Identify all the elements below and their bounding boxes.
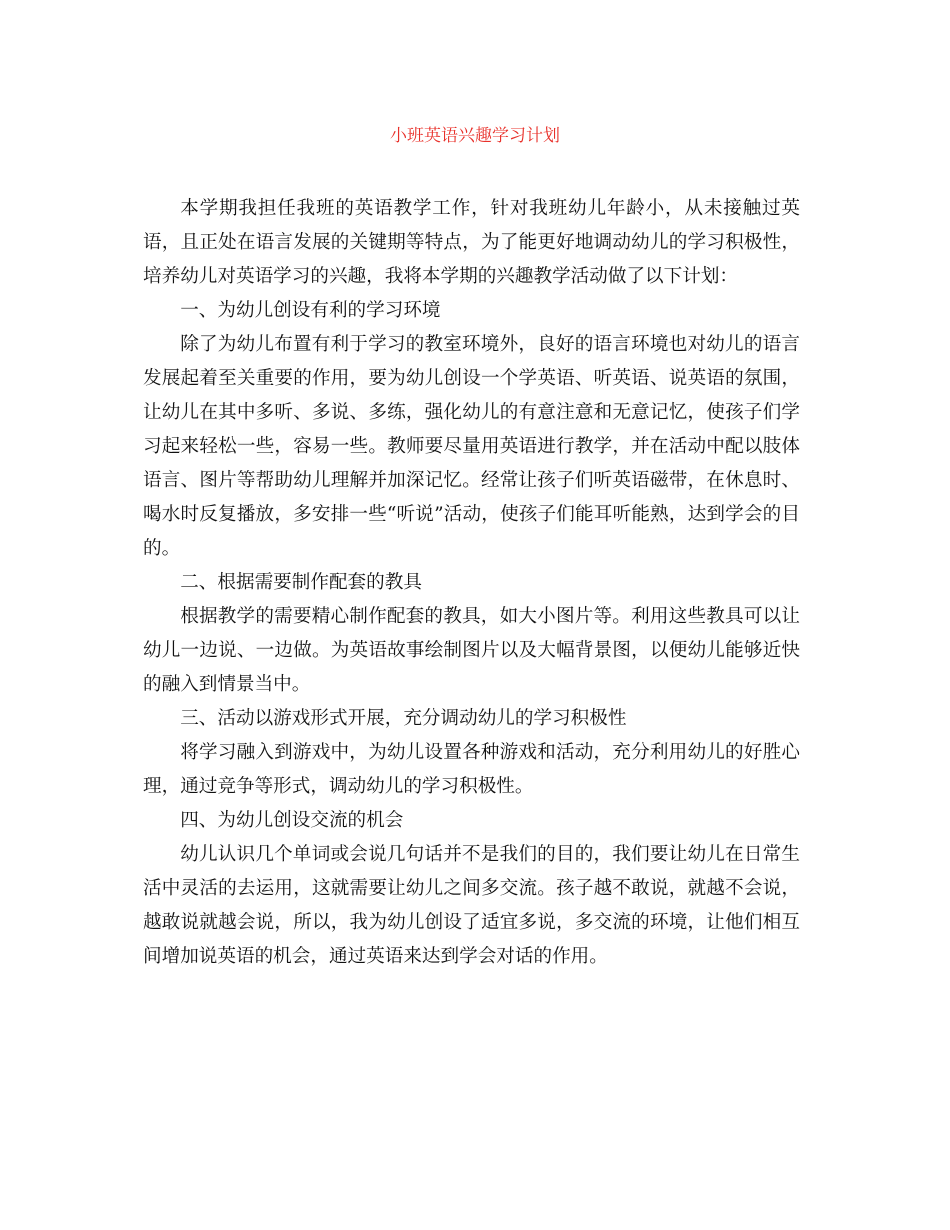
section-heading-3: 三、活动以游戏形式开展，充分调动幼儿的学习积极性 xyxy=(180,708,627,729)
section-paragraph-4: 幼儿认识几个单词或会说几句话并不是我们的目的，我们要让幼儿在日常生活中灵活的去运用，这就需要让幼儿之间多交流。孩子越不敢说，就越不会说，越敢说就越会说，所以，我为幼儿创设了适宜多说，多交流的环境，让他们相互间增加说英语的机会，通过英语来达到学会对话的作用。 xyxy=(143,844,800,967)
section-heading-1: 一、为幼儿创设有利的学习环境 xyxy=(180,300,441,321)
document-title: 小班英语兴趣学习计划 xyxy=(390,126,560,146)
section-heading-4: 四、为幼儿创设交流的机会 xyxy=(180,810,404,831)
section-paragraph-2: 根据教学的需要精心制作配套的教具，如大小图片等。利用这些教具可以让幼儿一边说、一边做。为英语故事绘制图片以及大幅背景图，以便幼儿能够近快的融入到情景当中。 xyxy=(143,606,800,695)
document-body xyxy=(143,192,800,974)
section-heading-2: 二、根据需要制作配套的教具 xyxy=(180,572,422,593)
intro-paragraph: 本学期我担任我班的英语教学工作，针对我班幼儿年龄小，从未接触过英语，且正处在语言发展的关键期等特点，为了能更好地调动幼儿的学习积极性，培养幼儿对英语学习的兴趣，我将本学期的兴趣教学活动做了以下计划： xyxy=(143,198,800,287)
section-paragraph-1: 除了为幼儿布置有利于学习的教室环境外，良好的语言环境也对幼儿的语言发展起着至关重要的作用，要为幼儿创设一个学英语、听英语、说英语的氛围，让幼儿在其中多听、多说、多练，强化幼儿的有意注意和无意记忆，使孩子们学习起来轻松一些，容易一些。教师要尽量用英语进行教学，并在活动中配以肢体语言、图片等帮助幼儿理解并加深记忆。经常让孩子们听英语磁带，在休息时、喝水时反复播放，多安排一些“听说”活动，使孩子们能耳听能熟，达到学会的目的。 xyxy=(143,334,800,559)
section-paragraph-3: 将学习融入到游戏中，为幼儿设置各种游戏和活动，充分利用幼儿的好胜心理，通过竞争等形式，调动幼儿的学习积极性。 xyxy=(143,742,800,797)
